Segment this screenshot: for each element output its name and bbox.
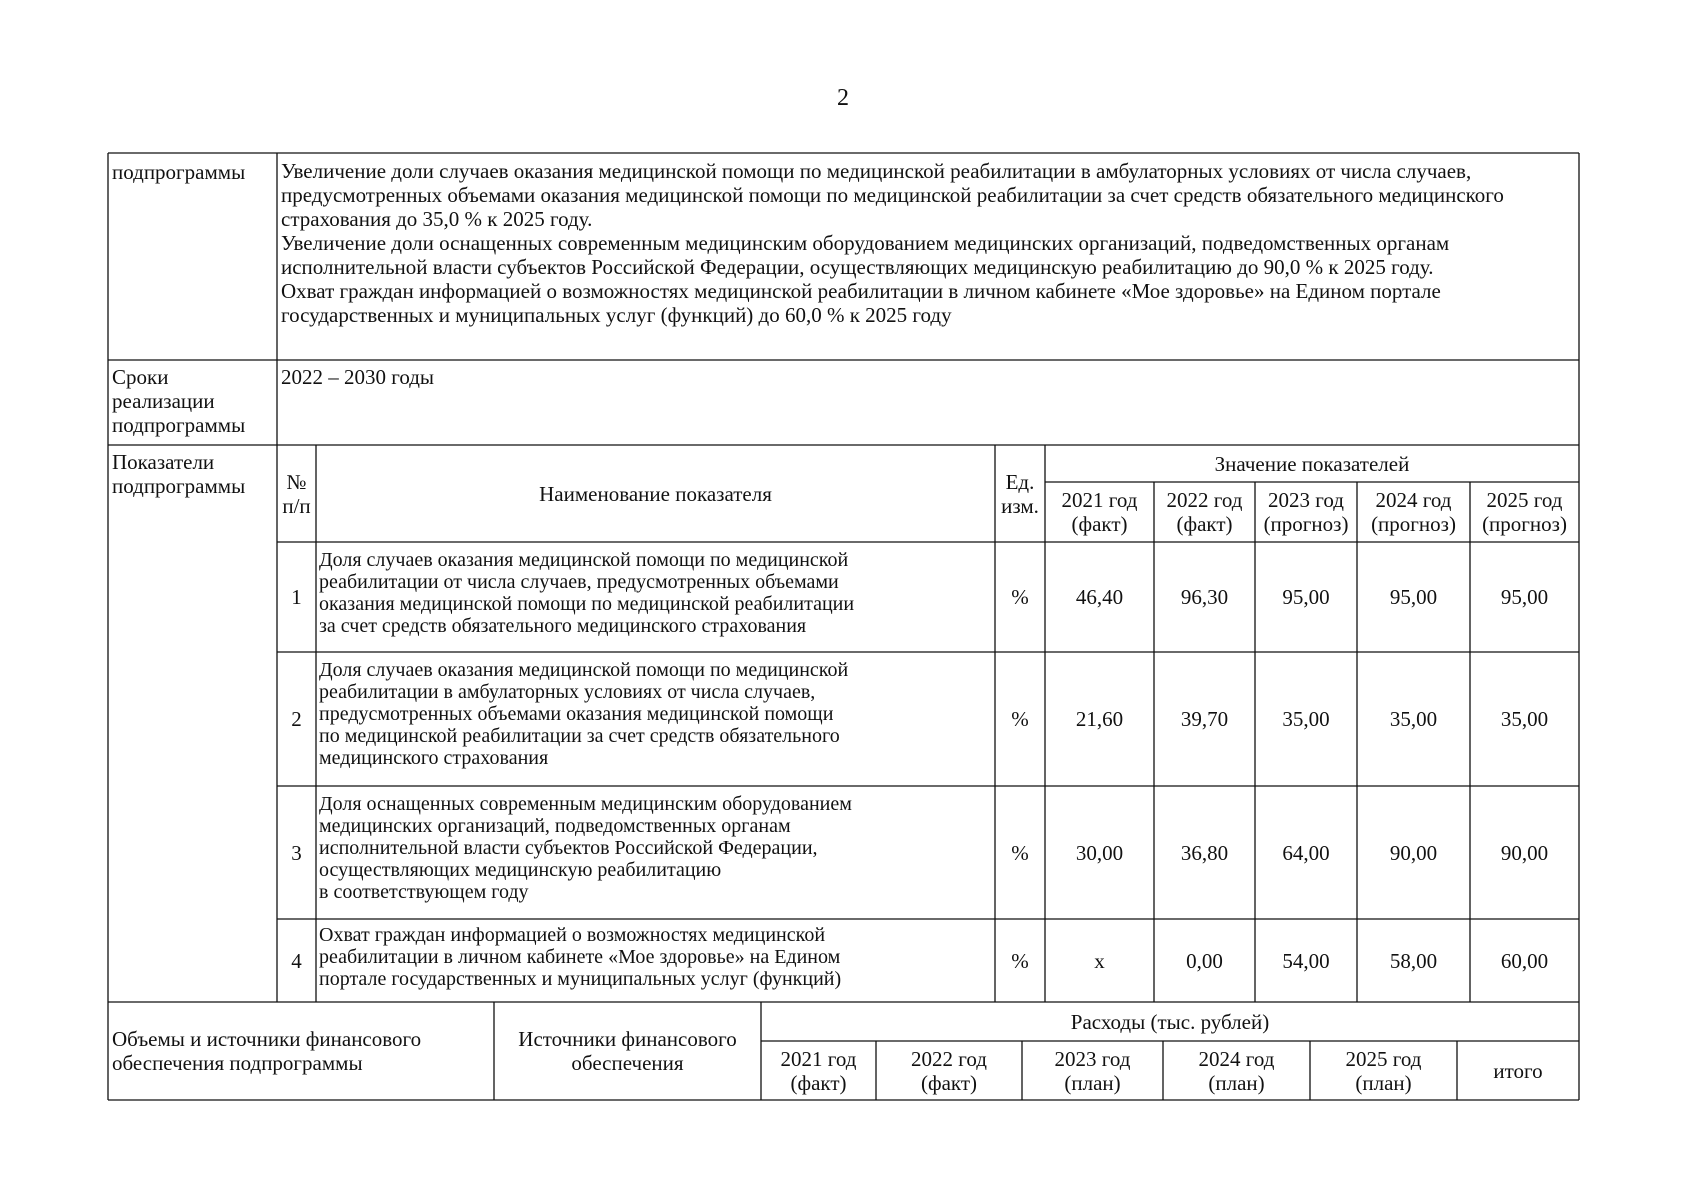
row-1-value-2024: 95,00 [1389,585,1438,609]
goals-text [277,153,1579,360]
row-1-value-2022: 96,30 [1180,585,1229,609]
row-1-value-2025: 95,00 [1500,585,1549,609]
finance-year-2025: 2025 год (план) [1345,1046,1422,1095]
row-2-value-2023: 35,00 [1282,707,1330,731]
finance-sources-header: Источники финансового обеспечения [518,1027,737,1075]
row-4-value-2025: 60,00 [1500,948,1549,973]
row-4-unit: % [1011,948,1029,973]
finance-year-2021: 2021 год (факт) [780,1046,857,1095]
header-year-2022: 2022 год (факт) [1166,488,1243,536]
finance-year-2024: 2024 год (план) [1198,1046,1275,1095]
header-name: Наименование показателя [539,481,772,506]
finance-label: Объемы и источники финансового обеспечения подпрограммы [112,1027,422,1075]
header-year-2025: 2025 год (прогноз) [1482,488,1567,536]
row-1-value-2023: 95,00 [1282,585,1330,609]
terms-label: Сроки реализации подпрограммы [112,365,246,437]
row-4-num: 4 [291,948,302,973]
row-3-num: 3 [291,840,302,865]
goal-paragraph-1: Увеличение доли случаев оказания медицинской помощи по медицинской реабилитации в амбулаторных условиях от числа случаев, предусмотренных объемами оказания медицинской помощи по медицинской реабилитации за счет средств обязательного медицинского страхования до 35,0 % к 2025 году. [281,159,1504,231]
row-2-unit: % [1011,707,1029,731]
row-3-value-2025: 90,00 [1500,840,1549,865]
finance-total-header: итого [1493,1058,1543,1083]
row-1-value-2021: 46,40 [1075,585,1124,609]
row-1-num: 1 [291,585,302,609]
header-year-2023: 2023 год (прогноз) [1263,488,1349,536]
row-2-value-2022: 39,70 [1180,707,1229,731]
finance-expenses-title: Расходы (тыс. рублей) [1070,1009,1270,1034]
row-3-unit: % [1011,840,1029,865]
row-4-name: Охват граждан информацией о возможностях медицинской реабилитации в личном кабинете «Мое здоровье» на Едином портале государственных и муниципальных услуг (функций) [319,924,842,990]
row-2-value-2025: 35,00 [1500,707,1549,731]
row-4-value-2023: 54,00 [1282,948,1330,973]
header-year-2024: 2024 год (прогноз) [1371,488,1456,536]
header-year-2021: 2021 год (факт) [1061,488,1138,536]
row-4-value-2021: х [1094,948,1105,973]
header-values-title: Значение показателей [1214,451,1410,476]
row-3-name: Доля оснащенных современным медицинским оборудованием медицинских организаций, подведомственных органам исполнительной власти субъектов Российской Федерации, осуществляющих медицинскую реабилитацию в соответствующем году [319,793,852,903]
row-2-name: Доля случаев оказания медицинской помощи по медицинской реабилитации в амбулаторных условиях от числа случаев, предусмотренных объемами оказания медицинской помощи по медицинской реабилитации за счет средств обязательного медицинского страхования [319,659,849,769]
row-3-value-2021: 30,00 [1075,840,1124,865]
row-3-value-2024: 90,00 [1389,840,1438,865]
goal-paragraph-2: Увеличение доли оснащенных современным медицинским оборудованием медицинских организаций, подведомственных органам исполнительной власти субъектов Российской Федерации, осуществляющих медицинскую реабилитацию до 90,0 % к 2025 году. [281,231,1450,279]
row-2-value-2024: 35,00 [1389,707,1438,731]
page-number: 2 [837,85,849,111]
indicators-label: Показатели подпрограммы [112,450,246,498]
row-2-num: 2 [291,707,302,731]
header-unit: Ед. изм. [1001,469,1039,518]
finance-year-2022: 2022 год (факт) [911,1046,987,1095]
row-1-unit: % [1011,585,1029,609]
finance-year-2023: 2023 год (план) [1054,1046,1131,1095]
goal-paragraph-3: Охват граждан информацией о возможностях медицинской реабилитации в личном кабинете «Мое здоровье» на Едином портале государственных и муниципальных услуг (функций) до 60,0 % к 2025 году [281,279,1441,327]
row-3-value-2023: 64,00 [1282,840,1330,865]
goals-label: подпрограммы [112,160,246,184]
row-4-value-2022: 0,00 [1186,948,1223,973]
row-3-value-2022: 36,80 [1180,840,1229,865]
row-4-value-2024: 58,00 [1389,948,1438,973]
terms-value: 2022 – 2030 годы [281,365,435,389]
header-num: № п/п [282,469,311,518]
row-1-name: Доля случаев оказания медицинской помощи по медицинской реабилитации от числа случаев, предусмотренных объемами оказания медицинской помощи по медицинской реабилитации за счет средств обязательного медицинского страхования [319,549,855,637]
row-2-value-2021: 21,60 [1075,707,1124,731]
